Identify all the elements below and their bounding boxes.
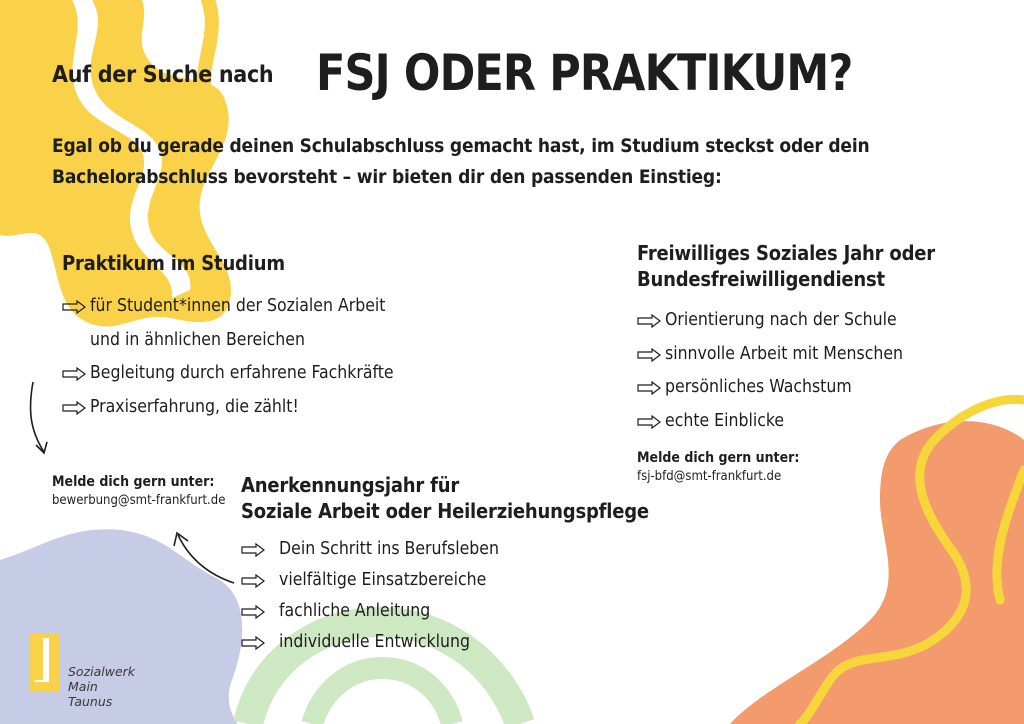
list-item — [637, 338, 935, 372]
header-lead: Auf der Suche nach — [52, 62, 274, 88]
list-item-label: fachliche Anleitung — [279, 601, 431, 621]
fsj-title-line2: Bundesfreiwilligendienst — [637, 267, 885, 291]
arrow-right-icon — [637, 381, 661, 395]
arrow-right-icon — [241, 543, 265, 557]
list-item — [241, 596, 649, 627]
list-item-label: persönliches Wachstum — [665, 377, 852, 397]
list-item — [241, 565, 649, 596]
fsj-contact-email[interactable]: fsj-bfd@smt-frankfurt.de — [637, 469, 782, 484]
arrow-right-icon — [62, 300, 86, 314]
list-item — [241, 627, 649, 658]
arrow-right-icon — [62, 367, 86, 381]
fsj-contact-label: Melde dich gern unter: — [637, 450, 800, 466]
intro-text: Egal ob du gerade deinen Schulabschluss gemacht hast, im Studium steckst oder dein Bachelorabschluss bevorsteht – wir bieten dir den passenden Einstieg: — [52, 135, 870, 188]
list-item-label: vielfältige Einsatzbereiche — [279, 570, 487, 590]
list-item-label: individuelle Entwicklung — [279, 632, 470, 652]
list-item — [637, 304, 935, 338]
list-item-label: Orientierung nach der Schule — [665, 310, 897, 330]
list-item-label: Begleitung durch erfahrene Fachkräfte — [90, 363, 394, 383]
list-item-label: Dein Schritt ins Berufsleben — [279, 539, 499, 559]
arrow-right-icon — [241, 636, 265, 650]
arrow-right-icon — [241, 574, 265, 588]
praktikum-list — [62, 290, 394, 424]
list-item — [62, 357, 394, 391]
contact-left — [52, 474, 225, 508]
arrow-right-icon — [637, 348, 661, 362]
list-item — [637, 371, 935, 405]
contact-left-email[interactable]: bewerbung@smt-frankfurt.de — [52, 493, 226, 508]
list-item — [62, 290, 394, 324]
lavender-blob — [0, 529, 242, 724]
logo-text-line2: Main Taunus — [68, 679, 113, 709]
anerkennung-title-line1: Anerkennungsjahr für — [241, 473, 460, 497]
list-item — [62, 391, 394, 425]
list-item — [241, 534, 649, 565]
anerkennung-title-line2: Soziale Arbeit oder Heilerziehungspflege — [241, 499, 649, 523]
list-item-label: Praxiserfahrung, die zählt! — [90, 396, 299, 417]
anerkennung-list — [241, 534, 649, 658]
fsj-list — [637, 304, 935, 438]
list-item — [637, 405, 935, 439]
page-headline: FSJ ODER PRAKTIKUM? — [316, 44, 853, 102]
fsj-section — [637, 240, 935, 484]
logo-mark-icon — [30, 634, 60, 692]
hand-arrow-down — [31, 382, 44, 452]
list-item-label: und in ähnlichen Bereichen — [90, 329, 305, 350]
green-arc-inner — [312, 668, 452, 724]
logo-text-line1: Sozialwerk — [68, 664, 136, 679]
list-item-label: für Student*innen der Sozialen Arbeit — [90, 296, 386, 316]
arrow-right-icon — [637, 415, 661, 429]
arrow-right-icon — [637, 314, 661, 328]
praktikum-title: Praktikum im Studium — [62, 251, 285, 275]
contact-left-label: Melde dich gern unter: — [52, 474, 215, 490]
yellow-wave-thin — [204, 0, 212, 105]
list-item — [62, 324, 394, 358]
arrow-right-icon — [62, 401, 86, 415]
praktikum-section — [62, 250, 394, 424]
list-item-label: echte Einblicke — [665, 410, 785, 431]
list-item-label: sinnvolle Arbeit mit Menschen — [665, 343, 904, 364]
fsj-title-line1: Freiwilliges Soziales Jahr oder — [637, 241, 935, 265]
anerkennung-section — [241, 472, 649, 658]
arrow-right-icon — [241, 605, 265, 619]
